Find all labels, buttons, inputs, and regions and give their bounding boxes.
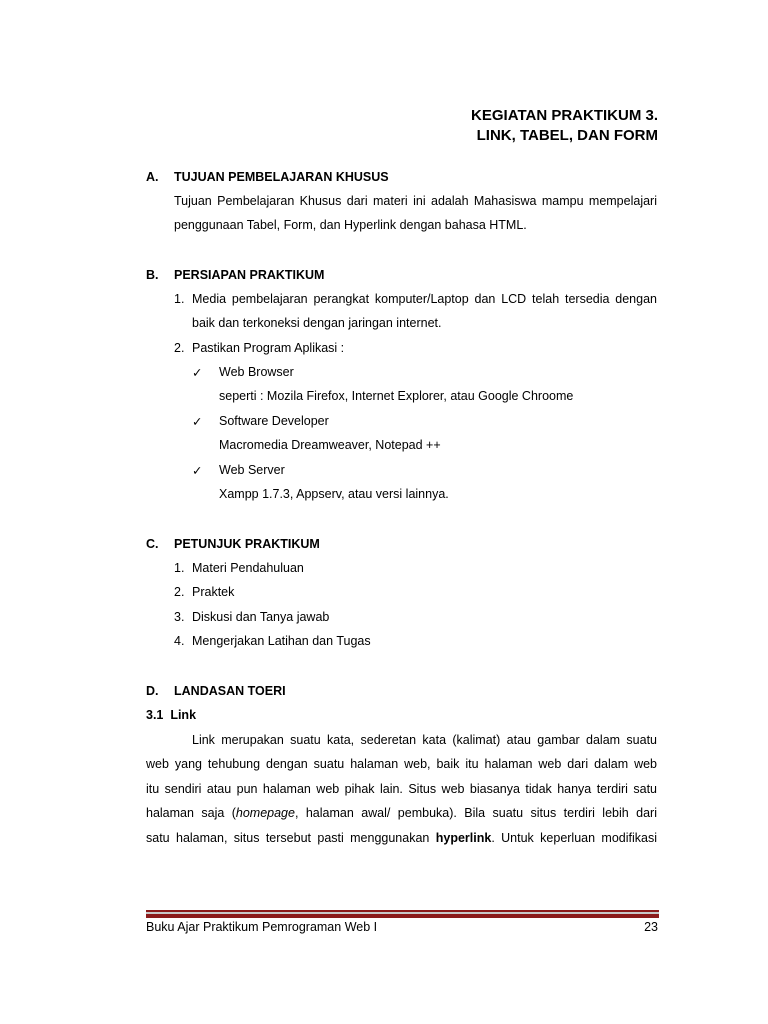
list-item-number: 4.	[174, 634, 185, 648]
section-d-letter: D.	[146, 684, 159, 698]
section-b-item2-number: 2.	[174, 341, 185, 355]
checkmark-icon: ✓	[192, 464, 203, 478]
section-b-item1-number: 1.	[174, 292, 185, 306]
section-a-text-line2: penggunaan Tabel, Form, dan Hyperlink dengan bahasa HTML.	[174, 218, 527, 232]
check-item-title: Web Browser	[219, 365, 294, 379]
paragraph-text: halaman saja (	[146, 806, 236, 820]
paragraph-line5	[146, 831, 657, 845]
footer-page-number: 23	[644, 920, 658, 934]
paragraph-text: satu halaman, situs tersebut pasti menggunakan	[146, 831, 436, 845]
check-item-detail: Macromedia Dreamweaver, Notepad ++	[219, 438, 441, 452]
section-b-letter: B.	[146, 268, 159, 282]
paragraph-line1: Link merupakan suatu kata, sederetan kata (kalimat) atau gambar dalam suatu	[192, 733, 657, 747]
list-item-number: 2.	[174, 585, 185, 599]
section-b-item1-line1: Media pembelajaran perangkat komputer/Laptop dan LCD telah tersedia dengan	[192, 292, 657, 306]
paragraph-line2: web yang tehubung dengan suatu halaman web, baik itu halaman web dari dalam web	[146, 757, 657, 771]
paragraph-line4	[146, 806, 657, 820]
page-title-line2: LINK, TABEL, DAN FORM	[476, 127, 658, 144]
check-item-detail: seperti : Mozila Firefox, Internet Explorer, atau Google Chroome	[219, 389, 574, 403]
emphasis-text: homepage	[235, 806, 295, 820]
check-item-title: Web Server	[219, 463, 285, 477]
list-item: Materi Pendahuluan	[192, 561, 304, 575]
list-item: Praktek	[192, 585, 235, 599]
checkmark-icon: ✓	[192, 415, 203, 429]
bold-text: hyperlink	[435, 831, 492, 845]
footer-book-title: Buku Ajar Praktikum Pemrograman Web I	[146, 920, 378, 934]
section-a-letter: A.	[146, 170, 159, 184]
list-item-number: 3.	[174, 610, 185, 624]
checkmark-icon: ✓	[192, 366, 203, 380]
footer-rule-bottom	[146, 914, 659, 918]
section-c-heading: PETUNJUK PRAKTIKUM	[174, 537, 320, 551]
check-item-detail: Xampp 1.7.3, Appserv, atau versi lainnya.	[219, 487, 449, 501]
check-item-title: Software Developer	[219, 414, 329, 428]
page-title-line1: KEGIATAN PRAKTIKUM 3.	[471, 107, 658, 124]
section-b-heading: PERSIAPAN PRAKTIKUM	[174, 268, 325, 282]
list-item-number: 1.	[174, 561, 185, 575]
subsection-heading: 3.1 Link	[146, 708, 197, 722]
section-b-item2-text: Pastikan Program Aplikasi :	[192, 341, 345, 355]
section-b-item1-line2: baik dan terkoneksi dengan jaringan internet.	[192, 316, 442, 330]
paragraph-line3: itu sendiri atau pun halaman web pihak lain. Situs web biasanya tidak hanya terdiri satu	[146, 782, 657, 796]
section-a-heading: TUJUAN PEMBELAJARAN KHUSUS	[174, 170, 389, 184]
paragraph-text: . Untuk keperluan modifikasi	[491, 831, 657, 845]
paragraph-text: , halaman awal/ pembuka). Bila suatu situs terdiri lebih dari	[294, 806, 657, 820]
list-item: Diskusi dan Tanya jawab	[192, 610, 330, 624]
section-a-text-line1: Tujuan Pembelajaran Khusus dari materi ini adalah Mahasiswa mampu mempelajari	[174, 194, 657, 208]
list-item: Mengerjakan Latihan dan Tugas	[192, 634, 371, 648]
section-d-heading: LANDASAN TOERI	[174, 684, 286, 698]
section-c-letter: C.	[146, 537, 159, 551]
